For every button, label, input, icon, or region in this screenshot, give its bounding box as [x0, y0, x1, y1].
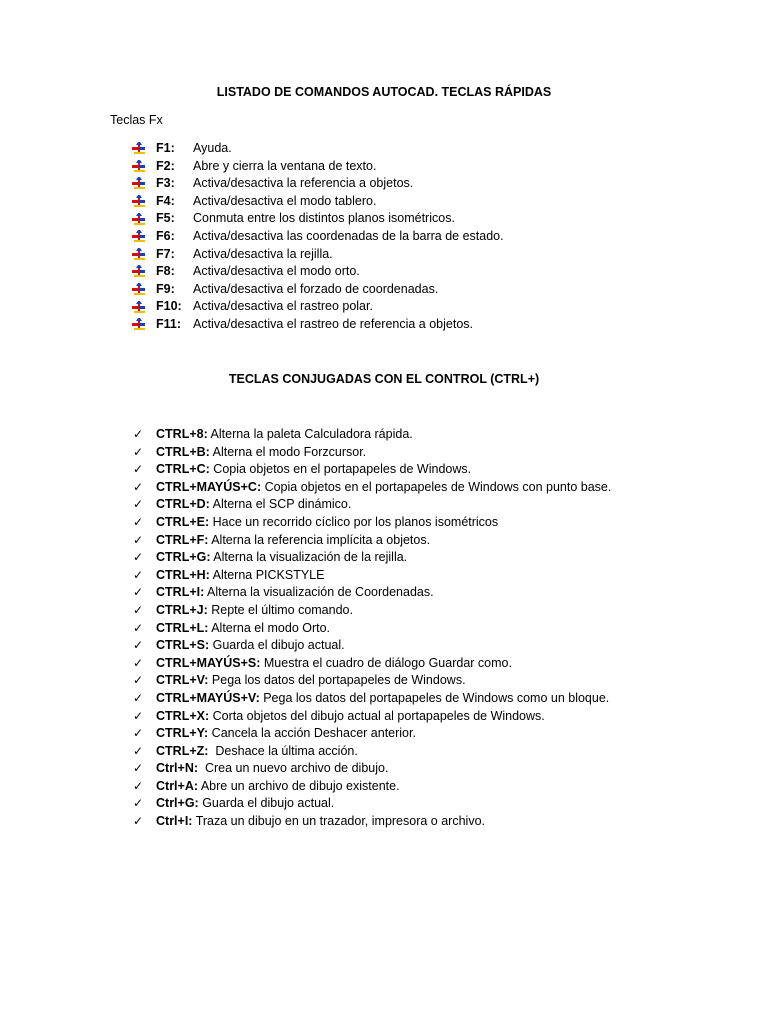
checkmark-icon: ✓ — [133, 427, 144, 441]
arrow-bullet-icon — [131, 142, 146, 155]
fkey-key: F11: — [156, 316, 182, 331]
ctrl-key: CTRL+L: — [156, 620, 209, 635]
ctrl-key: CTRL+MAYÚS+V: — [156, 690, 260, 705]
ctrl-key: CTRL+V: — [156, 673, 209, 688]
list-item — [131, 316, 504, 334]
ctrl-description: Copia objetos en el portapapeles de Windows. — [209, 462, 472, 477]
list-item — [133, 778, 611, 796]
fkey-key: F9: — [156, 281, 175, 296]
list-item — [133, 602, 611, 620]
checkmark-icon: ✓ — [133, 673, 144, 688]
ctrl-description: Hace un recorrido cíclico por los planos isométricos — [209, 514, 499, 529]
ctrl-key: CTRL+F: — [156, 532, 209, 547]
fkey-key: F3: — [156, 176, 175, 191]
ctrl-key: CTRL+I: — [156, 585, 205, 600]
fkey-key: F4: — [156, 193, 175, 208]
checkmark-icon: ✓ — [133, 479, 144, 494]
list-item — [133, 426, 611, 444]
arrow-bullet-icon — [131, 160, 146, 173]
ctrl-description: Pega los datos del portapapeles de Windows. — [208, 673, 466, 688]
ctrl-key: CTRL+8: — [156, 427, 208, 441]
list-item — [131, 281, 504, 299]
ctrl-description: Crea un nuevo archivo de dibujo. — [198, 761, 389, 776]
ctrl-key: CTRL+C: — [156, 462, 210, 477]
page-title: LISTADO DE COMANDOS AUTOCAD. TECLAS RÁPIDAS — [216, 85, 552, 99]
fkeys-list — [131, 140, 504, 334]
ctrl-key: Ctrl+I: — [156, 814, 193, 829]
fkey-key: F5: — [156, 211, 175, 226]
checkmark-icon: ✓ — [133, 550, 144, 565]
checkmark-icon: ✓ — [133, 655, 144, 670]
list-item — [133, 532, 611, 550]
list-item — [133, 620, 611, 638]
ctrl-description: Abre un archivo de dibujo existente. — [198, 778, 400, 793]
checkmark-icon: ✓ — [133, 620, 144, 635]
ctrl-key: CTRL+E: — [156, 514, 210, 529]
ctrl-description: Copia objetos en el portapapeles de Windows con punto base. — [261, 479, 612, 494]
fkey-description: Activa/desactiva la referencia a objetos. — [193, 176, 414, 191]
checkmark-icon: ✓ — [133, 462, 144, 477]
arrow-bullet-icon — [131, 248, 146, 261]
list-item — [133, 672, 611, 690]
arrow-bullet-icon — [131, 265, 146, 278]
ctrl-description: Alterna PICKSTYLE — [209, 567, 325, 582]
arrow-bullet-icon — [131, 195, 146, 208]
arrow-bullet-icon — [131, 177, 146, 190]
arrow-bullet-icon — [131, 301, 146, 314]
ctrl-key: CTRL+Y: — [156, 726, 209, 741]
list-item — [131, 175, 504, 193]
list-item — [131, 228, 504, 246]
arrow-bullet-icon — [131, 230, 146, 243]
fkey-description: Activa/desactiva el forzado de coordenadas. — [193, 281, 439, 296]
list-item — [133, 655, 611, 673]
ctrl-description: Alterna la referencia implícita a objetos. — [208, 532, 431, 547]
checkmark-icon: ✓ — [133, 602, 144, 617]
fkey-description: Activa/desactiva el rastreo polar. — [193, 299, 373, 314]
ctrl-key: Ctrl+N: — [156, 761, 199, 776]
list-item — [131, 140, 504, 158]
ctrl-description: Corta objetos del dibujo actual al portapapeles de Windows. — [209, 708, 545, 723]
ctrl-description: Alterna la visualización de Coordenadas. — [204, 585, 434, 600]
fkey-description: Activa/desactiva el rastreo de referencia a objetos. — [193, 316, 474, 331]
fkey-description: Conmuta entre los distintos planos isométricos. — [193, 211, 455, 226]
arrow-bullet-icon — [131, 213, 146, 226]
fkey-key: F6: — [156, 228, 175, 243]
ctrl-description: Repte el último comando. — [207, 602, 353, 617]
checkmark-icon: ✓ — [133, 796, 144, 811]
arrow-bullet-icon — [131, 318, 146, 331]
ctrl-key: CTRL+D: — [156, 497, 210, 512]
list-item — [131, 158, 504, 176]
checkmark-icon: ✓ — [133, 778, 144, 793]
checkmark-icon: ✓ — [133, 532, 144, 547]
ctrl-key: CTRL+MAYÚS+S: — [156, 655, 261, 670]
fkey-key: F7: — [156, 246, 175, 261]
ctrl-description: Deshace la última acción. — [208, 743, 358, 758]
list-item — [133, 549, 611, 567]
fkey-key: F1: — [156, 141, 175, 155]
ctrl-description: Pega los datos del portapapeles de Windows como un bloque. — [259, 690, 610, 705]
arrow-bullet-icon — [131, 283, 146, 296]
checkmark-icon: ✓ — [133, 761, 144, 776]
list-item — [131, 263, 504, 281]
ctrl-key: CTRL+J: — [156, 602, 208, 617]
fkey-description: Activa/desactiva las coordenadas de la barra de estado. — [193, 228, 504, 243]
fkey-description: Abre y cierra la ventana de texto. — [193, 158, 377, 173]
fkey-description: Ayuda. — [193, 141, 232, 155]
list-item — [131, 298, 504, 316]
checkmark-icon: ✓ — [133, 514, 144, 529]
list-item — [133, 567, 611, 585]
list-item — [133, 461, 611, 479]
ctrl-description: Muestra el cuadro de diálogo Guardar como. — [260, 655, 512, 670]
list-item — [133, 514, 611, 532]
checkmark-icon: ✓ — [133, 567, 144, 582]
ctrl-key: CTRL+H: — [156, 567, 210, 582]
list-item — [133, 708, 611, 726]
ctrl-description: Guarda el dibujo actual. — [198, 796, 335, 811]
list-item — [133, 813, 611, 831]
ctrl-key: CTRL+MAYÚS+C: — [156, 479, 262, 494]
fkeys-section-label: Teclas Fx — [110, 113, 163, 127]
ctrl-description: Alterna la paleta Calculadora rápida. — [207, 427, 413, 441]
ctrl-key: Ctrl+A: — [156, 778, 199, 793]
ctrl-key: CTRL+X: — [156, 708, 210, 723]
ctrl-description: Guarda el dibujo actual. — [209, 638, 345, 653]
checkmark-icon: ✓ — [133, 444, 144, 459]
list-item — [131, 246, 504, 264]
checkmark-icon: ✓ — [133, 726, 144, 741]
list-item — [131, 193, 504, 211]
checkmark-icon: ✓ — [133, 585, 144, 600]
checkmark-icon: ✓ — [133, 690, 144, 705]
checkmark-icon: ✓ — [133, 814, 144, 829]
list-item — [133, 725, 611, 743]
ctrl-description: Alterna el modo Forzcursor. — [209, 444, 367, 459]
list-item — [133, 584, 611, 602]
list-item — [133, 496, 611, 514]
ctrl-shortcuts-list — [133, 426, 611, 831]
list-item — [133, 444, 611, 462]
ctrl-key: CTRL+G: — [156, 550, 211, 565]
checkmark-icon: ✓ — [133, 743, 144, 758]
ctrl-description: Alterna el SCP dinámico. — [209, 497, 352, 512]
checkmark-icon: ✓ — [133, 497, 144, 512]
fkey-description: Activa/desactiva la rejilla. — [193, 246, 333, 261]
list-item — [133, 690, 611, 708]
ctrl-description: Alterna la visualización de la rejilla. — [210, 550, 408, 565]
checkmark-icon: ✓ — [133, 708, 144, 723]
list-item — [131, 210, 504, 228]
fkey-key: F10: — [156, 299, 182, 314]
fkey-key: F8: — [156, 264, 175, 279]
list-item — [133, 479, 611, 497]
ctrl-description: Traza un dibujo en un trazador, impresora o archivo. — [192, 814, 485, 829]
fkey-description: Activa/desactiva el modo tablero. — [193, 193, 377, 208]
ctrl-key: CTRL+Z: — [156, 743, 209, 758]
fkey-description: Activa/desactiva el modo orto. — [193, 264, 360, 279]
fkey-key: F2: — [156, 158, 175, 173]
checkmark-icon: ✓ — [133, 638, 144, 653]
ctrl-description: Cancela la acción Deshacer anterior. — [208, 726, 416, 741]
ctrl-key: CTRL+B: — [156, 444, 210, 459]
ctrl-key: CTRL+S: — [156, 638, 210, 653]
list-item — [133, 795, 611, 813]
list-item — [133, 743, 611, 761]
ctrl-key: Ctrl+G: — [156, 796, 199, 811]
list-item — [133, 637, 611, 655]
ctrl-section-title: TECLAS CONJUGADAS CON EL CONTROL (CTRL+) — [228, 372, 540, 386]
ctrl-description: Alterna el modo Orto. — [208, 620, 331, 635]
list-item — [133, 760, 611, 778]
